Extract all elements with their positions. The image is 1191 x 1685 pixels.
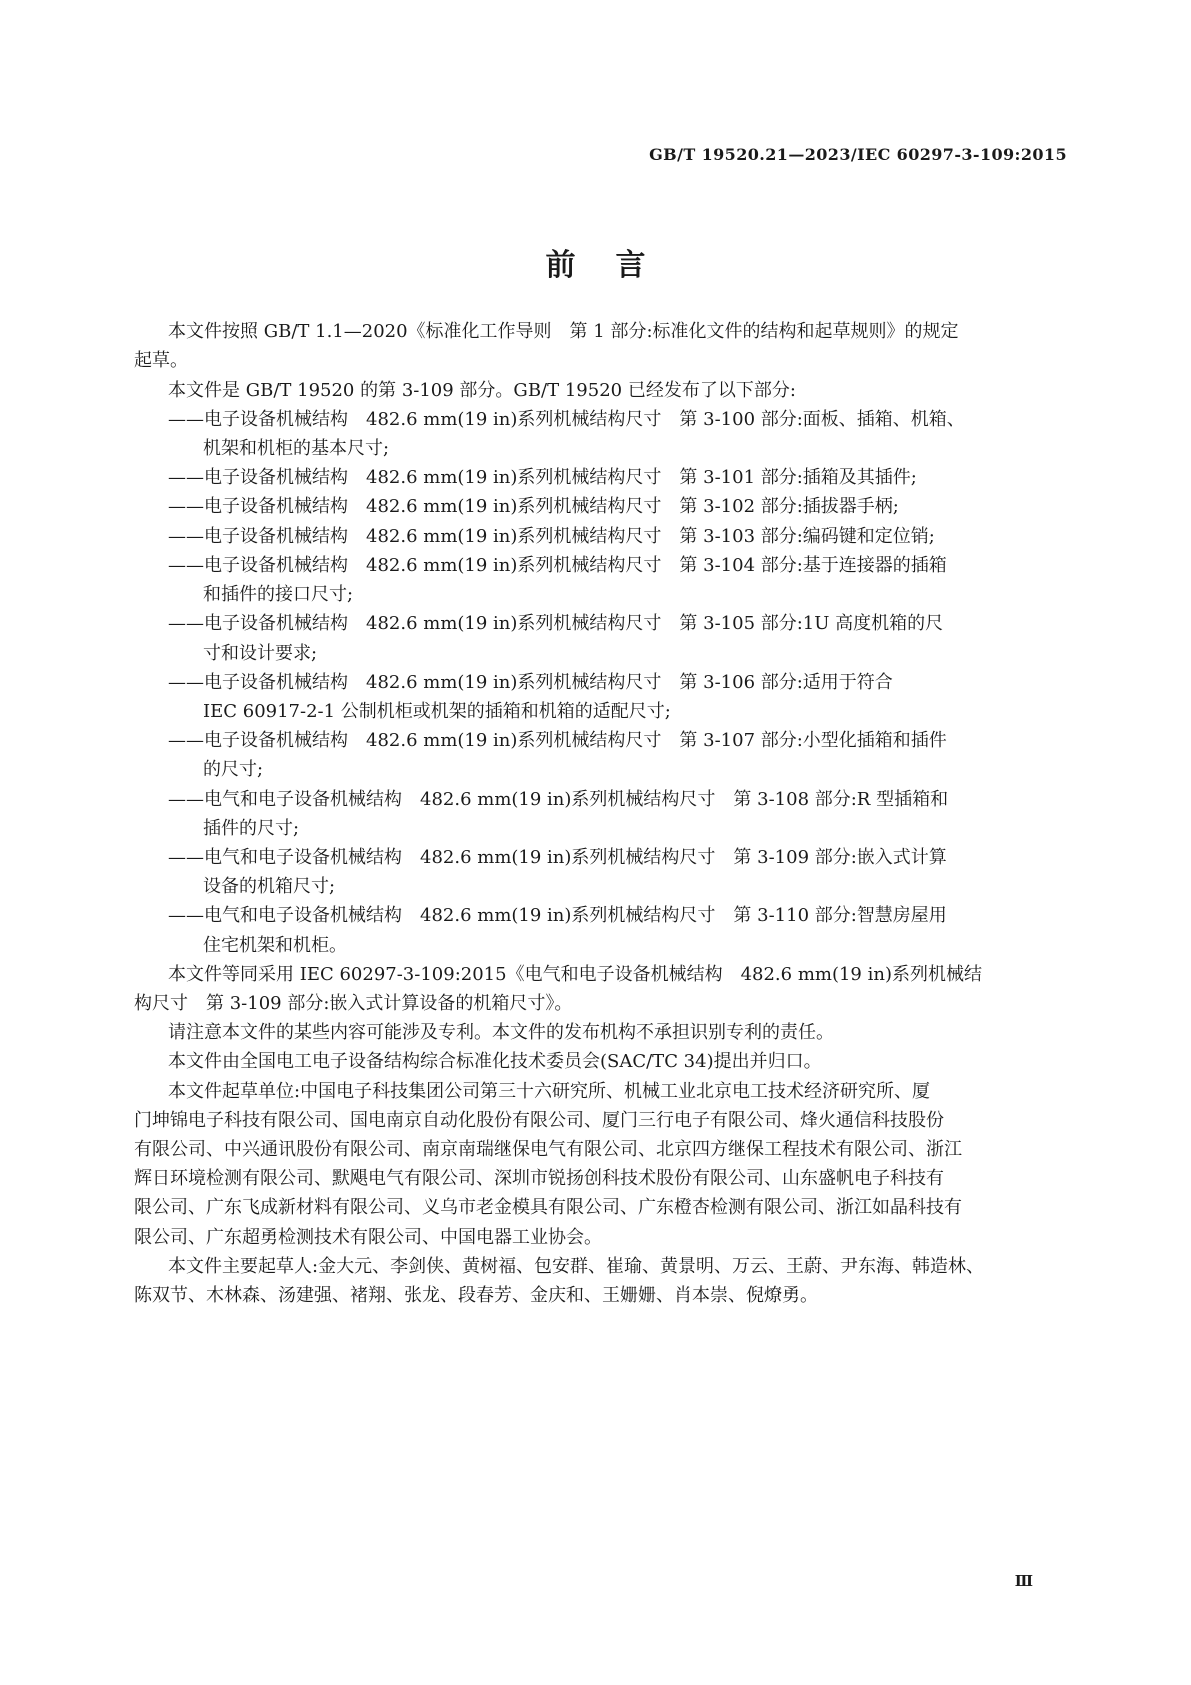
list-item-cont: 寸和设计要求;	[203, 643, 318, 664]
list-item-cont: 设备的机箱尺寸;	[203, 876, 336, 897]
text-line: 有限公司、中兴通讯股份有限公司、南京南瑞继保电气有限公司、北京四方继保工程技术有限公司、浙江	[134, 1139, 962, 1160]
text-line: 构尺寸 第 3-109 部分:嵌入式计算设备的机箱尺寸》。	[134, 993, 573, 1014]
text-line: 本文件等同采用 IEC 60297-3-109:2015《电气和电子设备机械结构 482.6 mm(19 in)系列机械结	[168, 964, 982, 985]
list-item: ——电气和电子设备机械结构 482.6 mm(19 in)系列机械结构尺寸 第 3-110 部分:智慧房屋用	[168, 905, 947, 926]
text-line: 本文件主要起草人:金大元、李剑侠、黄树福、包安群、崔瑜、黄景明、万云、王蔚、尹东海、韩造林、	[168, 1256, 985, 1277]
text-line: 本文件是 GB/T 19520 的第 3-109 部分。GB/T 19520 已经发布了以下部分:	[168, 380, 796, 401]
list-item-cont: 插件的尺寸;	[203, 818, 300, 839]
list-item: ——电子设备机械结构 482.6 mm(19 in)系列机械结构尺寸 第 3-103 部分:编码键和定位销;	[168, 526, 935, 547]
list-item: ——电子设备机械结构 482.6 mm(19 in)系列机械结构尺寸 第 3-106 部分:适用于符合	[168, 672, 893, 693]
text-line: 请注意本文件的某些内容可能涉及专利。本文件的发布机构不承担识别专利的责任。	[168, 1022, 834, 1043]
text-line: 起草。	[134, 350, 188, 371]
list-item: ——电子设备机械结构 482.6 mm(19 in)系列机械结构尺寸 第 3-107 部分:小型化插箱和插件	[168, 730, 947, 751]
list-item-cont: 和插件的接口尺寸;	[203, 584, 354, 605]
text-line: 限公司、广东超勇检测技术有限公司、中国电器工业协会。	[134, 1227, 602, 1248]
list-item: ——电气和电子设备机械结构 482.6 mm(19 in)系列机械结构尺寸 第 3-108 部分:R 型插箱和	[168, 789, 949, 810]
list-item-cont: 机架和机柜的基本尺寸;	[203, 438, 390, 459]
page-title: 前言	[545, 248, 686, 283]
list-item: ——电子设备机械结构 482.6 mm(19 in)系列机械结构尺寸 第 3-100 部分:面板、插箱、机箱、	[168, 409, 965, 430]
standard-header: GB/T 19520.21—2023/IEC 60297-3-109:2015	[649, 145, 1067, 164]
list-item: ——电子设备机械结构 482.6 mm(19 in)系列机械结构尺寸 第 3-102 部分:插拔器手柄;	[168, 496, 899, 517]
text-line: 本文件按照 GB/T 1.1—2020《标准化工作导则 第 1 部分:标准化文件的结构和起草规则》的规定	[168, 321, 959, 342]
list-item-cont: 的尺寸;	[203, 759, 264, 780]
list-item: ——电子设备机械结构 482.6 mm(19 in)系列机械结构尺寸 第 3-101 部分:插箱及其插件;	[168, 467, 917, 488]
text-line: 本文件由全国电工电子设备结构综合标准化技术委员会(SAC/TC 34)提出并归口。	[168, 1051, 822, 1072]
list-item-cont: IEC 60917-2-1 公制机柜或机架的插箱和机箱的适配尺寸;	[203, 701, 671, 722]
page-number: Ⅲ	[1014, 1572, 1033, 1590]
text-line: 本文件起草单位:中国电子科技集团公司第三十六研究所、机械工业北京电工技术经济研究所、厦	[168, 1081, 931, 1102]
text-line: 陈双节、木林森、汤建强、褚翔、张龙、段春芳、金庆和、王姗姗、肖本崇、倪燎勇。	[134, 1285, 818, 1306]
list-item: ——电气和电子设备机械结构 482.6 mm(19 in)系列机械结构尺寸 第 3-109 部分:嵌入式计算	[168, 847, 947, 868]
text-line: 门坤锦电子科技有限公司、国电南京自动化股份有限公司、厦门三行电子有限公司、烽火通信科技股份	[134, 1110, 944, 1131]
list-item: ——电子设备机械结构 482.6 mm(19 in)系列机械结构尺寸 第 3-105 部分:1U 高度机箱的尺	[168, 613, 944, 634]
text-line: 辉日环境检测有限公司、默飓电气有限公司、深圳市锐扬创科技术股份有限公司、山东盛帆电子科技有	[134, 1168, 944, 1189]
list-item: ——电子设备机械结构 482.6 mm(19 in)系列机械结构尺寸 第 3-104 部分:基于连接器的插箱	[168, 555, 947, 576]
text-line: 限公司、广东飞成新材料有限公司、义乌市老金模具有限公司、广东橙杏检测有限公司、浙江如晶科技有	[134, 1197, 962, 1218]
list-item-cont: 住宅机架和机柜。	[203, 935, 347, 956]
